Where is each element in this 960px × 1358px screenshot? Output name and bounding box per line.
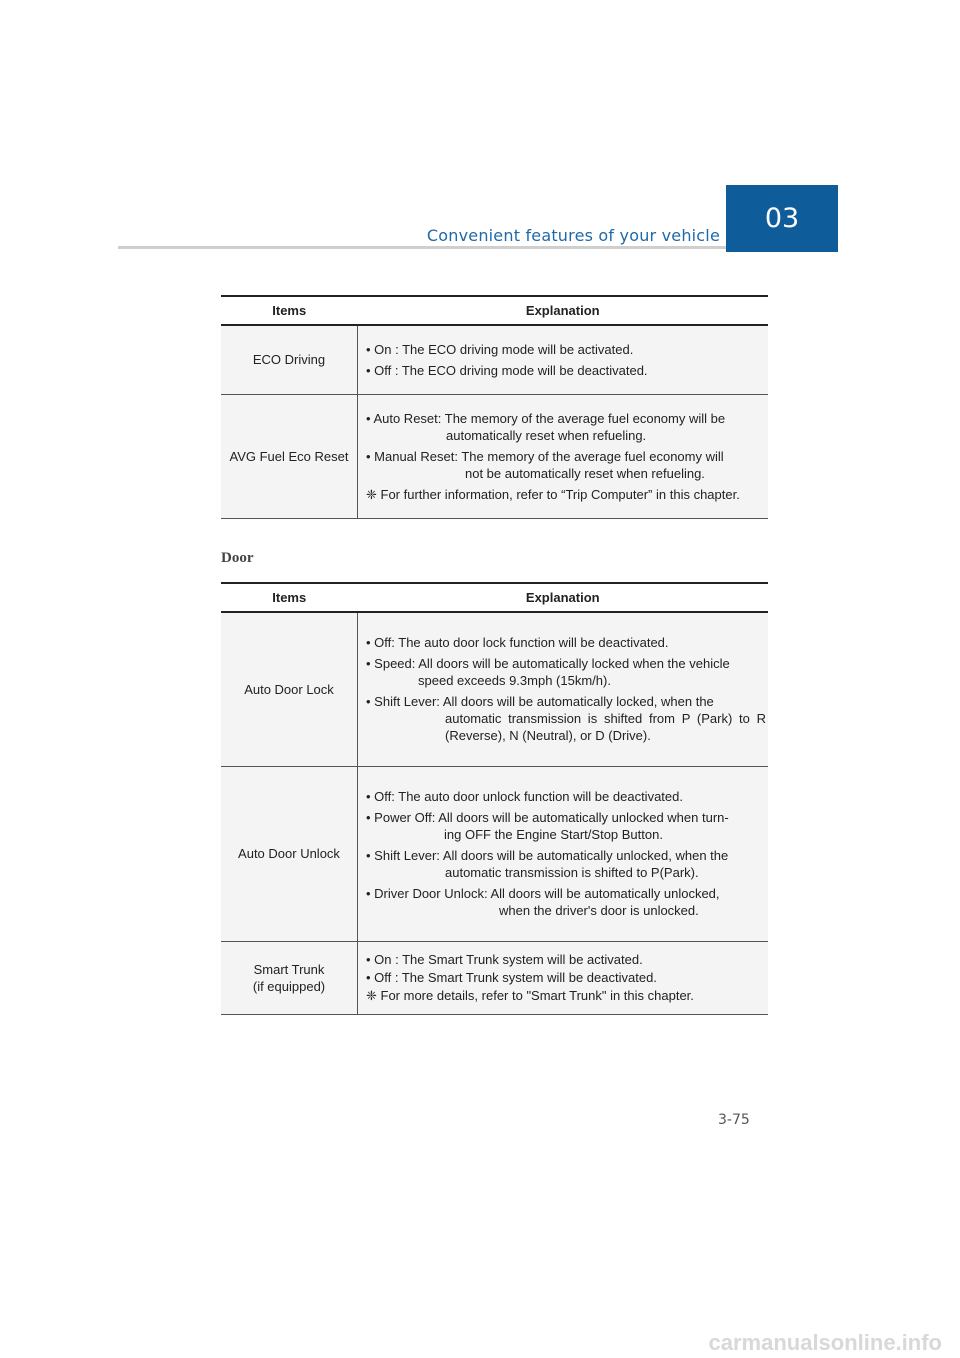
explanation-cell bbox=[358, 325, 769, 394]
bullet-continuation: automatic transmission is shifted from P (Park) to R (Reverse), N (Neutral), or D (Drive). bbox=[445, 711, 766, 744]
item-label: AVG Fuel Eco Reset bbox=[229, 448, 349, 464]
item-label: Auto Door Unlock bbox=[238, 846, 340, 861]
watermark: carmanualsonline.info bbox=[708, 1330, 942, 1355]
chapter-title: Convenient features of your vehicle bbox=[426, 226, 720, 245]
item-eco-driving bbox=[221, 325, 358, 394]
bullet-line: • Off: The auto door unlock function will be deactivated. bbox=[366, 789, 683, 804]
chapter-number-badge: 03 bbox=[726, 185, 838, 252]
bullet-continuation: automatic transmission is shifted to P(Park). bbox=[445, 865, 699, 880]
item-label: Smart Trunk bbox=[253, 961, 325, 977]
bullet-line bbox=[366, 655, 766, 689]
explanation-cell bbox=[358, 394, 769, 518]
bullet-continuation: when the driver's door is unlocked. bbox=[499, 903, 699, 918]
table-row bbox=[221, 394, 768, 518]
bullet-continuation: automatically reset when refueling. bbox=[446, 427, 647, 443]
page-number: 3-75 bbox=[718, 1112, 750, 1128]
column-header-items: Items bbox=[221, 296, 358, 325]
item-auto-door-lock bbox=[221, 612, 358, 766]
table-header-row bbox=[221, 583, 768, 612]
item-avg-fuel-eco-reset bbox=[221, 394, 358, 518]
explanation-cell bbox=[358, 766, 769, 941]
table-row bbox=[221, 325, 768, 394]
explanation-cell bbox=[358, 612, 769, 766]
item-label: Auto Door Lock bbox=[244, 681, 334, 697]
column-header-items: Items bbox=[221, 583, 358, 612]
reference-note: ❈ For more details, refer to "Smart Trunk" in this chapter. bbox=[366, 988, 694, 1003]
header-rule bbox=[118, 246, 728, 249]
item-auto-door-unlock bbox=[221, 766, 358, 941]
explanation-cell bbox=[358, 941, 769, 1014]
bullet-line: • Off : The Smart Trunk system will be deactivated. bbox=[366, 970, 657, 985]
bullet-text: • Shift Lever: All doors will be automatically locked, when the bbox=[366, 694, 714, 710]
table-row bbox=[221, 941, 768, 1014]
table-row bbox=[221, 766, 768, 941]
bullet-text: • Driver Door Unlock: All doors will be automatically unlocked, bbox=[366, 886, 720, 901]
bullet-line bbox=[366, 809, 766, 843]
bullet-line: • On : The Smart Trunk system will be activated. bbox=[366, 952, 643, 967]
reference-note: ❈ For further information, refer to “Trip Computer” in this chapter. bbox=[366, 486, 740, 502]
table-header-row bbox=[221, 296, 768, 325]
bullet-line: • Off: The auto door lock function will be deactivated. bbox=[366, 635, 669, 651]
door-settings-table bbox=[221, 582, 768, 1015]
bullet-text: • Speed: All doors will be automatically locked when the vehicle bbox=[366, 656, 730, 672]
item-label: ECO Driving bbox=[252, 352, 326, 368]
column-header-explanation: Explanation bbox=[358, 583, 769, 612]
bullet-line: • On : The ECO driving mode will be activated. bbox=[366, 341, 634, 357]
bullet-text: • Shift Lever: All doors will be automatically unlocked, when the bbox=[366, 848, 729, 863]
bullet-text: • Manual Reset: The memory of the average fuel economy will bbox=[366, 448, 724, 464]
bullet-continuation: speed exceeds 9.3mph (15km/h). bbox=[418, 673, 611, 689]
bullet-line bbox=[366, 410, 766, 444]
item-sublabel: (if equipped) bbox=[252, 978, 326, 994]
bullet-continuation: ing OFF the Engine Start/Stop Button. bbox=[444, 827, 663, 842]
vehicle-settings-table bbox=[221, 295, 768, 519]
bullet-line bbox=[366, 847, 766, 881]
bullet-continuation: not be automatically reset when refueling. bbox=[465, 465, 705, 481]
column-header-explanation: Explanation bbox=[358, 296, 769, 325]
item-smart-trunk bbox=[221, 941, 358, 1014]
bullet-line bbox=[366, 693, 766, 744]
bullet-line bbox=[366, 448, 766, 482]
bullet-text: • Auto Reset: The memory of the average fuel economy will be bbox=[366, 410, 726, 426]
bullet-line bbox=[366, 885, 766, 919]
table-row bbox=[221, 612, 768, 766]
bullet-line: • Off : The ECO driving mode will be deactivated. bbox=[366, 362, 648, 378]
section-title: Door bbox=[221, 550, 254, 566]
bullet-text: • Power Off: All doors will be automatically unlocked when turn- bbox=[366, 810, 729, 825]
